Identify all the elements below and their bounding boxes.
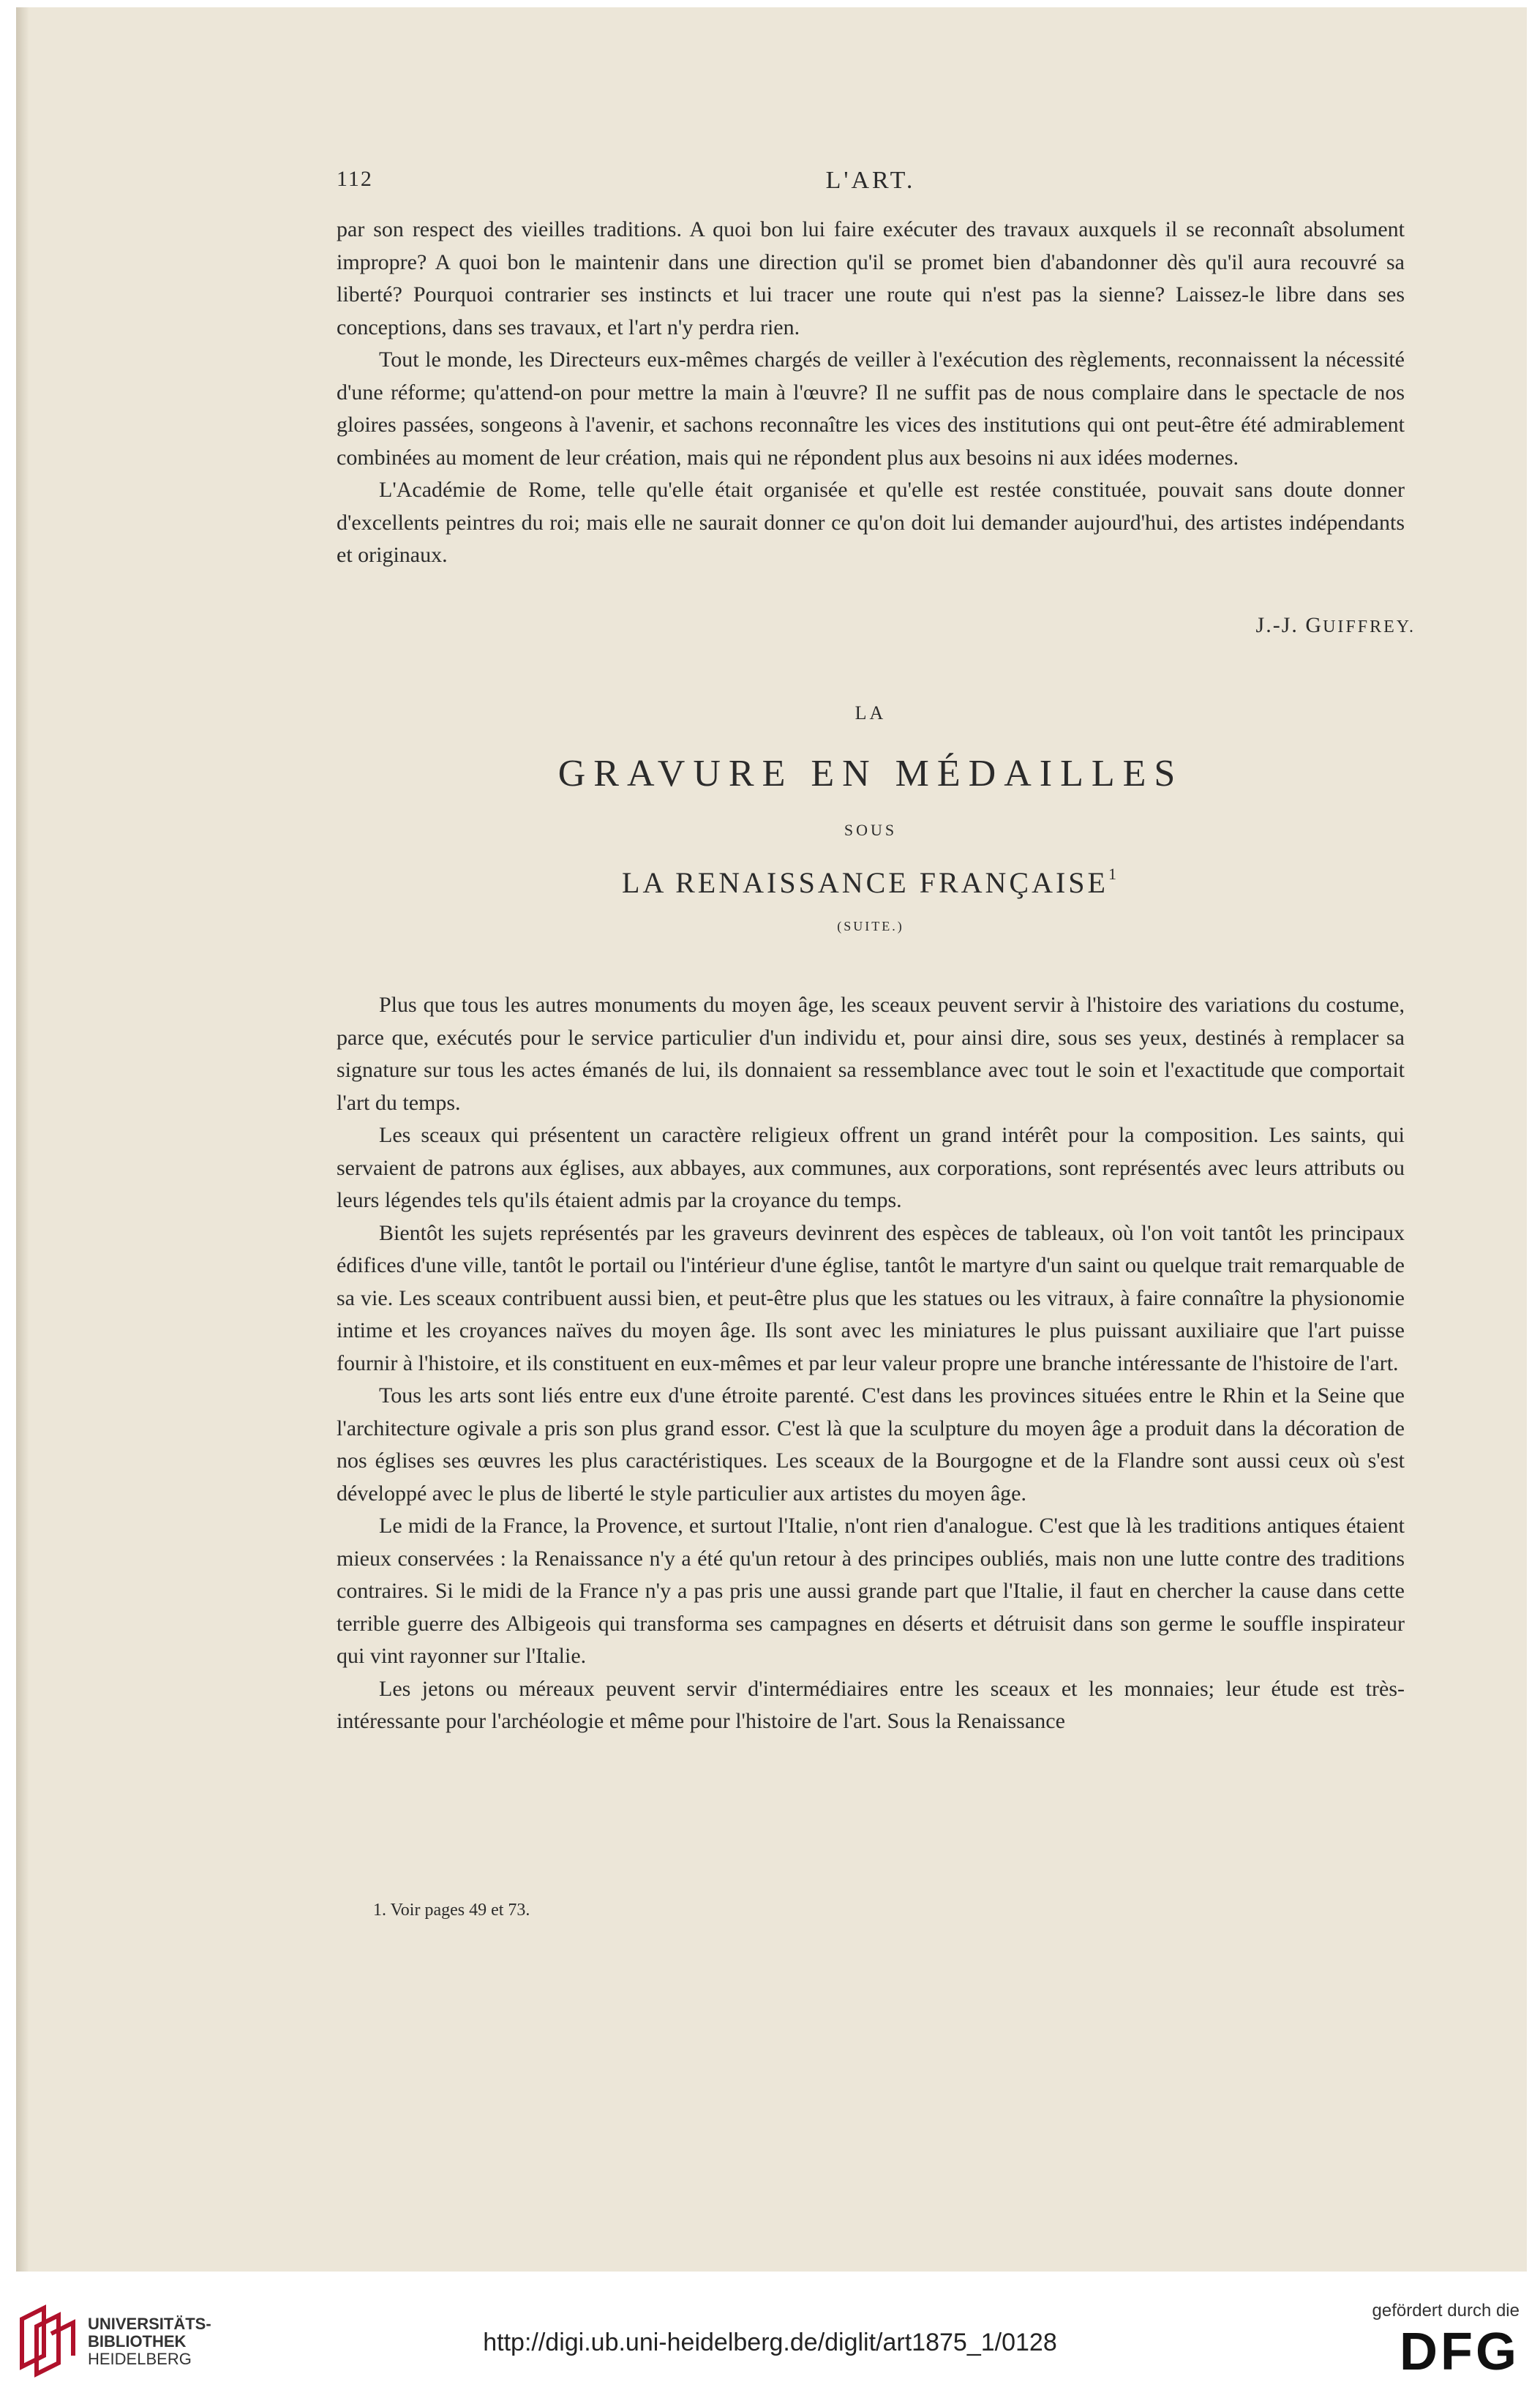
funder-credit [1372, 2301, 1520, 2383]
paragraph: L'Académie de Rome, telle qu'elle était organisée et qu'elle est restée constituée, pouvait sans doute donner d'excellents peintres du roi; mais elle ne saurait donner ce qu'on doit lui demander aujourd'hui, des artistes indépendants et originaux. [337, 478, 1405, 567]
continued-article-text [337, 214, 1405, 572]
running-header [337, 167, 1405, 203]
author-signature [1256, 613, 1416, 638]
library-name-line: UNIVERSITÄTS- [88, 2315, 211, 2333]
paragraph: Le midi de la France, la Provence, et surtout l'Italie, n'ont rien d'analogue. C'est que là les traditions antiques étaient mieux conservées : la Renaissance n'y a été qu'un retour à des principes oubliés, mais non une lutte contre des traditions contraires. Si le midi de la France n'y a pas pris une aussi grande part que l'Italie, il faut en chercher la cause dans cette terrible guerre des Albigeois qui transforma ses campagnes en déserts et détruisit dans son germe le souffle inspirateur qui vint rayonner sur l'Italie. [337, 1514, 1405, 1668]
article-subtitle [337, 865, 1405, 900]
paragraph: Tous les arts sont liés entre eux d'une étroite parenté. C'est dans les provinces situées entre le Rhin et la Seine que l'architecture ogivale a pris son plus grand essor. C'est là que la sculpture du moyen âge a produit dans la décoration de nos églises ses œuvres les plus caractéristiques. Les sceaux de la Bourgogne et de la Flandre sont aussi ceux où s'est développé avec le plus de liberté le style particulier aux artistes du moyen âge. [337, 1383, 1405, 1506]
paragraph: Plus que tous les autres monuments du moyen âge, les sceaux peuvent servir à l'histoire des variations du costume, parce que, exécutés pour le service particulier d'un individu et, pour ainsi dire, sous ses yeux, destinés à remplacer sa signature sur tous les actes émanés de lui, ils donnaient sa ressemblance avec tout le soin et l'exactitude que comportait l'art du temps. [337, 993, 1405, 1115]
funder-note: gefördert durch die [1372, 2301, 1520, 2321]
footnote-marker: 1 [1108, 865, 1119, 883]
dfg-logo: DFG [1400, 2323, 1520, 2381]
paragraph: Les jetons ou méreaux peuvent servir d'intermédiaires entre les sceaux et les monnaies; leur étude est très-intéressante pour l'archéologie et même pour l'histoire de l'art. Sous la Renaissance [337, 1676, 1405, 1733]
permalink-url[interactable]: http://digi.ub.uni-heidelberg.de/diglit/art1875_1/0128 [483, 2329, 1057, 2356]
library-name-line: BIBLIOTHEK [88, 2332, 187, 2351]
paragraph: Bientôt les sujets représentés par les graveurs devinrent des espèces de tableaux, où l'on voit tantôt les principaux édifices d'une ville, tantôt le portail ou l'intérieur d'une église, tantôt le martyre d'un saint ou quelque trait remarquable de sa vie. Les sceaux contribuent aussi bien, et peut-être plus que les statues ou les vitraux, à faire connaître la physionomie intime et les croyances naïves du moyen âge. Ils sont avec les miniatures le plus puissant auxiliaire que l'art puisse fournir à l'histoire, et ils constituent en eux-mêmes et par leur valeur propre une branche intéressante de l'histoire de l'art. [337, 1220, 1405, 1375]
article-body [337, 989, 1405, 1738]
library-name-line: HEIDELBERG [88, 2350, 192, 2368]
title-article: LA [854, 702, 887, 724]
page-spine-shadow [16, 7, 29, 2272]
journal-title: L'ART. [825, 167, 916, 194]
viewer-footer [0, 2272, 1540, 2401]
paragraph: par son respect des vieilles traditions. A quoi bon lui faire exécuter des travaux auxquels il se reconnaît absolument impropre? A quoi bon le maintenir dans une direction qu'il se promet bien d'abandonner dès qu'il aura recouvré sa liberté? Pourquoi contrarier ses instincts et lui tracer une route qui n'est pas la sienne? Laissez-le libre dans ses conceptions, dans ses travaux, et l'art n'y perdra rien. [337, 217, 1405, 339]
page-number: 112 [337, 167, 373, 191]
title-connector: SOUS [844, 821, 898, 839]
signature-name: UIFFREY. [1323, 617, 1416, 636]
subtitle-text: LA RENAISSANCE FRANÇAISE [622, 866, 1108, 899]
paragraph: Les sceaux qui présentent un caractère religieux offrent un grand intérêt pour la composition. Les saints, qui servaient de patrons aux églises, aux abbayes, aux communes, aux corporations, sont représentés avec leurs attributs ou leurs légendes tels qu'ils étaient admis par la croyance du temps. [337, 1123, 1405, 1212]
article-title: GRAVURE EN MÉDAILLES [557, 753, 1184, 794]
signature-initials: J.-J. G [1255, 613, 1323, 637]
footnote: 1. Voir pages 49 et 73. [373, 1901, 530, 1920]
paragraph: Tout le monde, les Directeurs eux-mêmes chargés de veiller à l'exécution des règlements, reconnaissent la nécessité d'une réforme; qu'attend-on pour mettre la main à l'œuvre? Il ne suffit pas de nous complaire dans le spectacle de nos gloires passées, songeons à l'avenir, et sachons reconnaître les vices des institutions qui ont peut-être été admirablement combinées au moment de leur création, mais qui ne répondent plus aux besoins ni aux idées modernes. [337, 347, 1405, 470]
continuation-note: (SUITE.) [837, 919, 904, 933]
